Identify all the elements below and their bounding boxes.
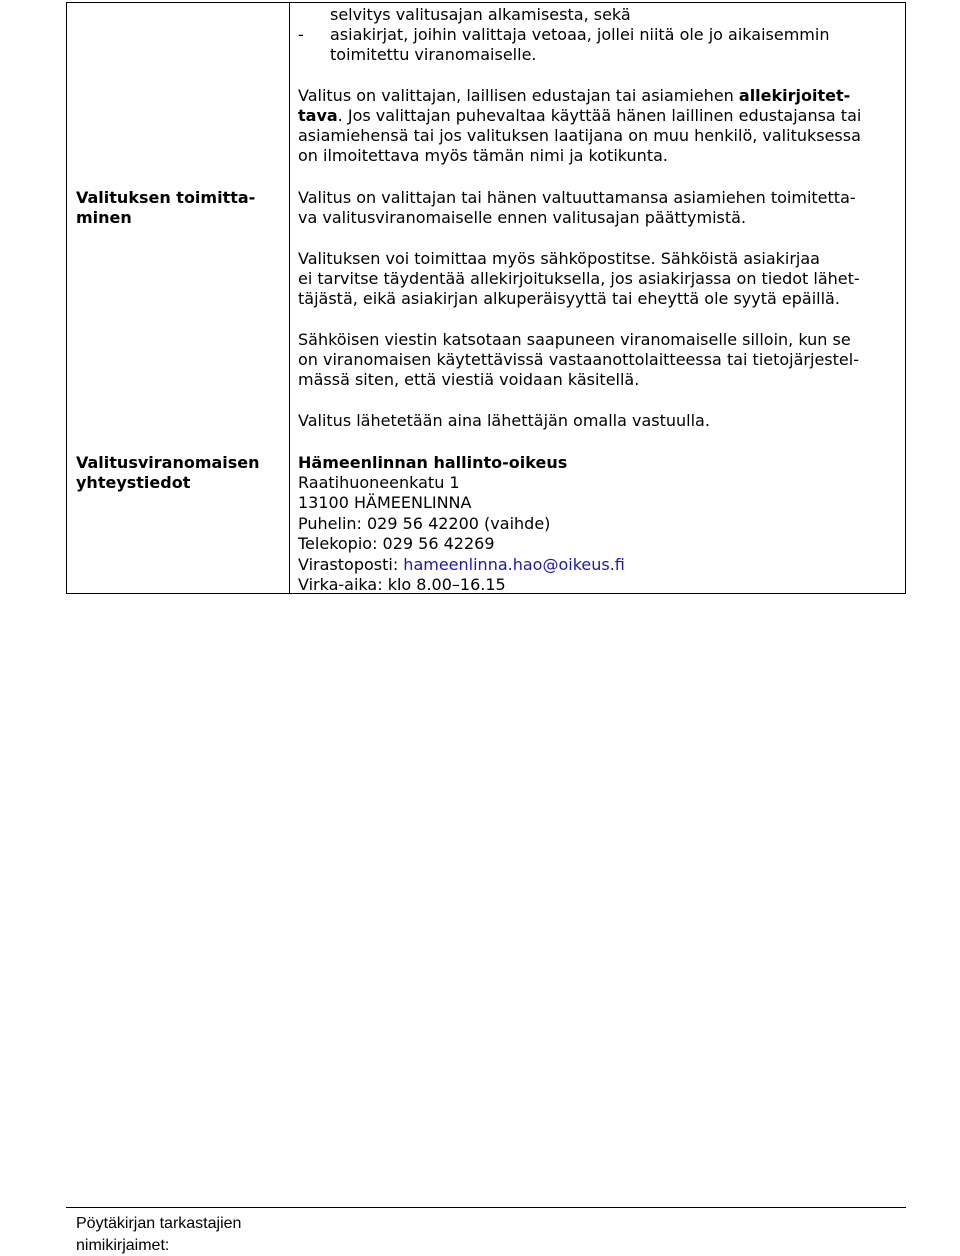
fax-number: Telekopio: 029 56 42269 <box>298 534 495 553</box>
email-line <box>298 555 625 575</box>
office-hours: Virka-aika: klo 8.00–16.15 <box>298 575 506 594</box>
bullet-dash: - <box>298 25 304 44</box>
signature-paragraph-line: on ilmoitettava myös tämän nimi ja kotikunta. <box>298 146 668 165</box>
delivery-paragraph-line: Sähköisen viestin katsotaan saapuneen viranomaiselle silloin, kun se <box>298 330 851 349</box>
authority-name: Hämeenlinnan hallinto-oikeus <box>298 453 568 472</box>
delivery-paragraph-line: mässä siten, että viestiä voidaan käsitellä. <box>298 370 640 389</box>
signature-paragraph-line <box>298 86 850 106</box>
delivery-paragraph-line: va valitusviranomaiselle ennen valitusajan päättymistä. <box>298 208 747 227</box>
signature-text: Valitus on valittajan, laillisen edustajan tai asiamiehen <box>298 86 739 105</box>
footer-label: Pöytäkirjan tarkastajien <box>76 1215 242 1232</box>
signature-emphasis: tava <box>298 106 338 125</box>
delivery-paragraph-line: Valitus on valittajan tai hänen valtuuttamansa asiamiehen toimitetta- <box>298 188 856 207</box>
street-address: Raatihuoneenkatu 1 <box>298 473 460 492</box>
contact-heading: Valitusviranomaisen <box>76 453 260 472</box>
footer-label: nimikirjaimet: <box>76 1237 170 1254</box>
contact-heading: yhteystiedot <box>76 473 191 492</box>
delivery-paragraph-line: Valituksen voi toimittaa myös sähköpostitse. Sähköistä asiakirjaa <box>298 249 820 268</box>
footer-rule <box>66 1207 906 1208</box>
signature-text: . Jos valittajan puhevaltaa käyttää hänen laillinen edustajansa tai <box>337 106 862 125</box>
email-label: Virastoposti: <box>298 555 404 574</box>
signature-paragraph-line: asiamiehensä tai jos valituksen laatijana on muu henkilö, valituksessa <box>298 126 861 145</box>
email-link[interactable]: hameenlinna.hao@oikeus.fi <box>403 555 625 574</box>
requirement-line: toimitettu viranomaiselle. <box>330 45 537 64</box>
delivery-paragraph-line: Valitus lähetetään aina lähettäjän omalla vastuulla. <box>298 411 710 430</box>
delivery-paragraph-line: täjästä, eikä asiakirjan alkuperäisyyttä tai eheyttä ole syytä epäillä. <box>298 289 840 308</box>
delivery-heading: minen <box>76 208 132 227</box>
column-divider <box>289 3 290 593</box>
signature-emphasis: allekirjoitet- <box>738 86 851 105</box>
requirement-line: selvitys valitusajan alkamisesta, sekä <box>330 5 631 24</box>
requirement-line: asiakirjat, joihin valittaja vetoaa, jollei niitä ole jo aikaisemmin <box>330 25 830 44</box>
phone-number: Puhelin: 029 56 42200 (vaihde) <box>298 514 551 533</box>
delivery-paragraph-line: ei tarvitse täydentää allekirjoituksella, jos asiakirjassa on tiedot lähet- <box>298 269 860 288</box>
delivery-paragraph-line: on viranomaisen käytettävissä vastaanottolaitteessa tai tietojärjestel- <box>298 350 859 369</box>
delivery-heading: Valituksen toimitta- <box>76 188 256 207</box>
postal-address: 13100 HÄMEENLINNA <box>298 493 472 512</box>
signature-paragraph-line <box>298 106 861 126</box>
